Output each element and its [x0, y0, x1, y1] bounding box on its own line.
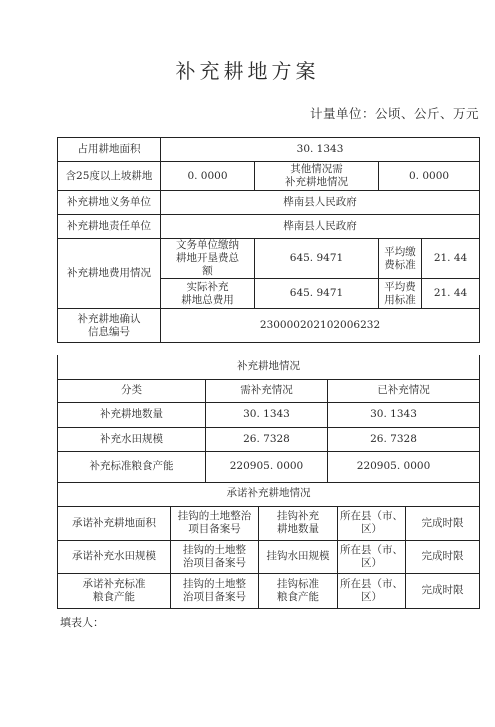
table-row: [58, 506, 480, 540]
responsible-unit-value: 桦南县人民政府: [161, 215, 480, 239]
responsible-unit-row: [58, 215, 480, 239]
cost-average-value: 21. 44: [422, 279, 480, 309]
project-record-label: 挂钩的土地整 治项目备案号: [171, 573, 259, 608]
obligation-unit-value: 桦南县人民政府: [161, 191, 480, 215]
other-situation-value: 0. 0000: [379, 162, 480, 191]
row-label: 补充耕地数量: [58, 402, 206, 427]
confirmation-row: [58, 309, 480, 343]
commitment-label: 承诺补充标准 粮食产能: [58, 573, 171, 608]
units-note: 计量单位：公顷、公斤、万元: [309, 106, 479, 121]
document-title: 补充耕地方案: [175, 59, 320, 83]
supplement-column-row: [58, 379, 480, 402]
form-filler-label: 填表人：: [60, 616, 104, 629]
commitment-label: 承诺补充水田规模: [58, 540, 171, 573]
needed-value: 26. 7328: [206, 427, 328, 451]
deadline-label: 完成时限: [406, 540, 480, 573]
table-row: [58, 402, 480, 427]
done-value: 30. 1343: [328, 402, 480, 427]
linked-amount-label: 挂钩标准 粮食产能: [259, 573, 338, 608]
occupied-area-value: 30. 1343: [161, 138, 480, 162]
needed-value: 30. 1343: [206, 402, 328, 427]
slope-land-value: 0. 0000: [161, 162, 255, 191]
occupation-table: [57, 137, 480, 343]
occupied-area-row: [58, 138, 480, 162]
deadline-label: 完成时限: [406, 573, 480, 608]
supplement-table: [57, 355, 480, 483]
row-label: 补充水田规模: [58, 427, 206, 451]
commitment-label: 承诺补充耕地面积: [58, 506, 171, 540]
deadline-label: 完成时限: [406, 506, 480, 540]
commitment-table: [57, 482, 480, 609]
other-situation-label: 其他情况需 补充耕地情况: [255, 162, 379, 191]
county-label: 所在县（市、 区）: [338, 506, 406, 540]
actual-cost-value: 645. 9471: [255, 279, 379, 309]
supplement-header-row: [58, 355, 480, 379]
done-header: 已补充情况: [328, 379, 480, 402]
needed-value: 220905. 0000: [206, 451, 328, 482]
cost-situation-label: 补充耕地费用情况: [58, 239, 161, 309]
county-label: 所在县（市、 区）: [338, 573, 406, 608]
needed-header: 需补充情况: [206, 379, 328, 402]
linked-amount-label: 挂钩水田规模: [259, 540, 338, 573]
done-value: 26. 7328: [328, 427, 480, 451]
confirmation-number-value: 230000202102006232: [161, 309, 480, 343]
county-label: 所在县（市、 区）: [338, 540, 406, 573]
table-row: [58, 540, 480, 573]
actual-cost-label: 实际补充 耕地总费用: [161, 279, 255, 309]
responsible-unit-label: 补充耕地责任单位: [58, 215, 161, 239]
obligation-unit-row: [58, 191, 480, 215]
commitment-header-row: [58, 482, 480, 506]
slope-land-row: [58, 162, 480, 191]
supplement-header: 补充耕地情况: [58, 355, 480, 379]
table-row: [58, 451, 480, 482]
category-header: 分类: [58, 379, 206, 402]
row-label: 补充标准粮食产能: [58, 451, 206, 482]
obligation-unit-label: 补充耕地义务单位: [58, 191, 161, 215]
project-record-label: 挂钩的土地整治 项目备案号: [171, 506, 259, 540]
slope-land-label: 含25度以上坡耕地: [58, 162, 161, 191]
fee-average-value: 21. 44: [422, 239, 480, 279]
confirmation-number-label: 补充耕地确认 信息编号: [58, 309, 161, 343]
table-row: [58, 427, 480, 451]
cost-average-label: 平均费用标准: [379, 279, 422, 309]
table-row: [58, 573, 480, 608]
fee-average-label: 平均缴费标准: [379, 239, 422, 279]
fee-total-label: 文务单位缴纳 耕地开垦费总 额: [161, 239, 255, 279]
linked-amount-label: 挂钩补充 耕地数量: [259, 506, 338, 540]
commitment-header: 承诺补充耕地情况: [58, 482, 480, 506]
done-value: 220905. 0000: [328, 451, 480, 482]
fee-total-row: [58, 239, 480, 279]
project-record-label: 挂钩的土地整 治项目备案号: [171, 540, 259, 573]
fee-total-value: 645. 9471: [255, 239, 379, 279]
occupied-area-label: 占用耕地面积: [58, 138, 161, 162]
